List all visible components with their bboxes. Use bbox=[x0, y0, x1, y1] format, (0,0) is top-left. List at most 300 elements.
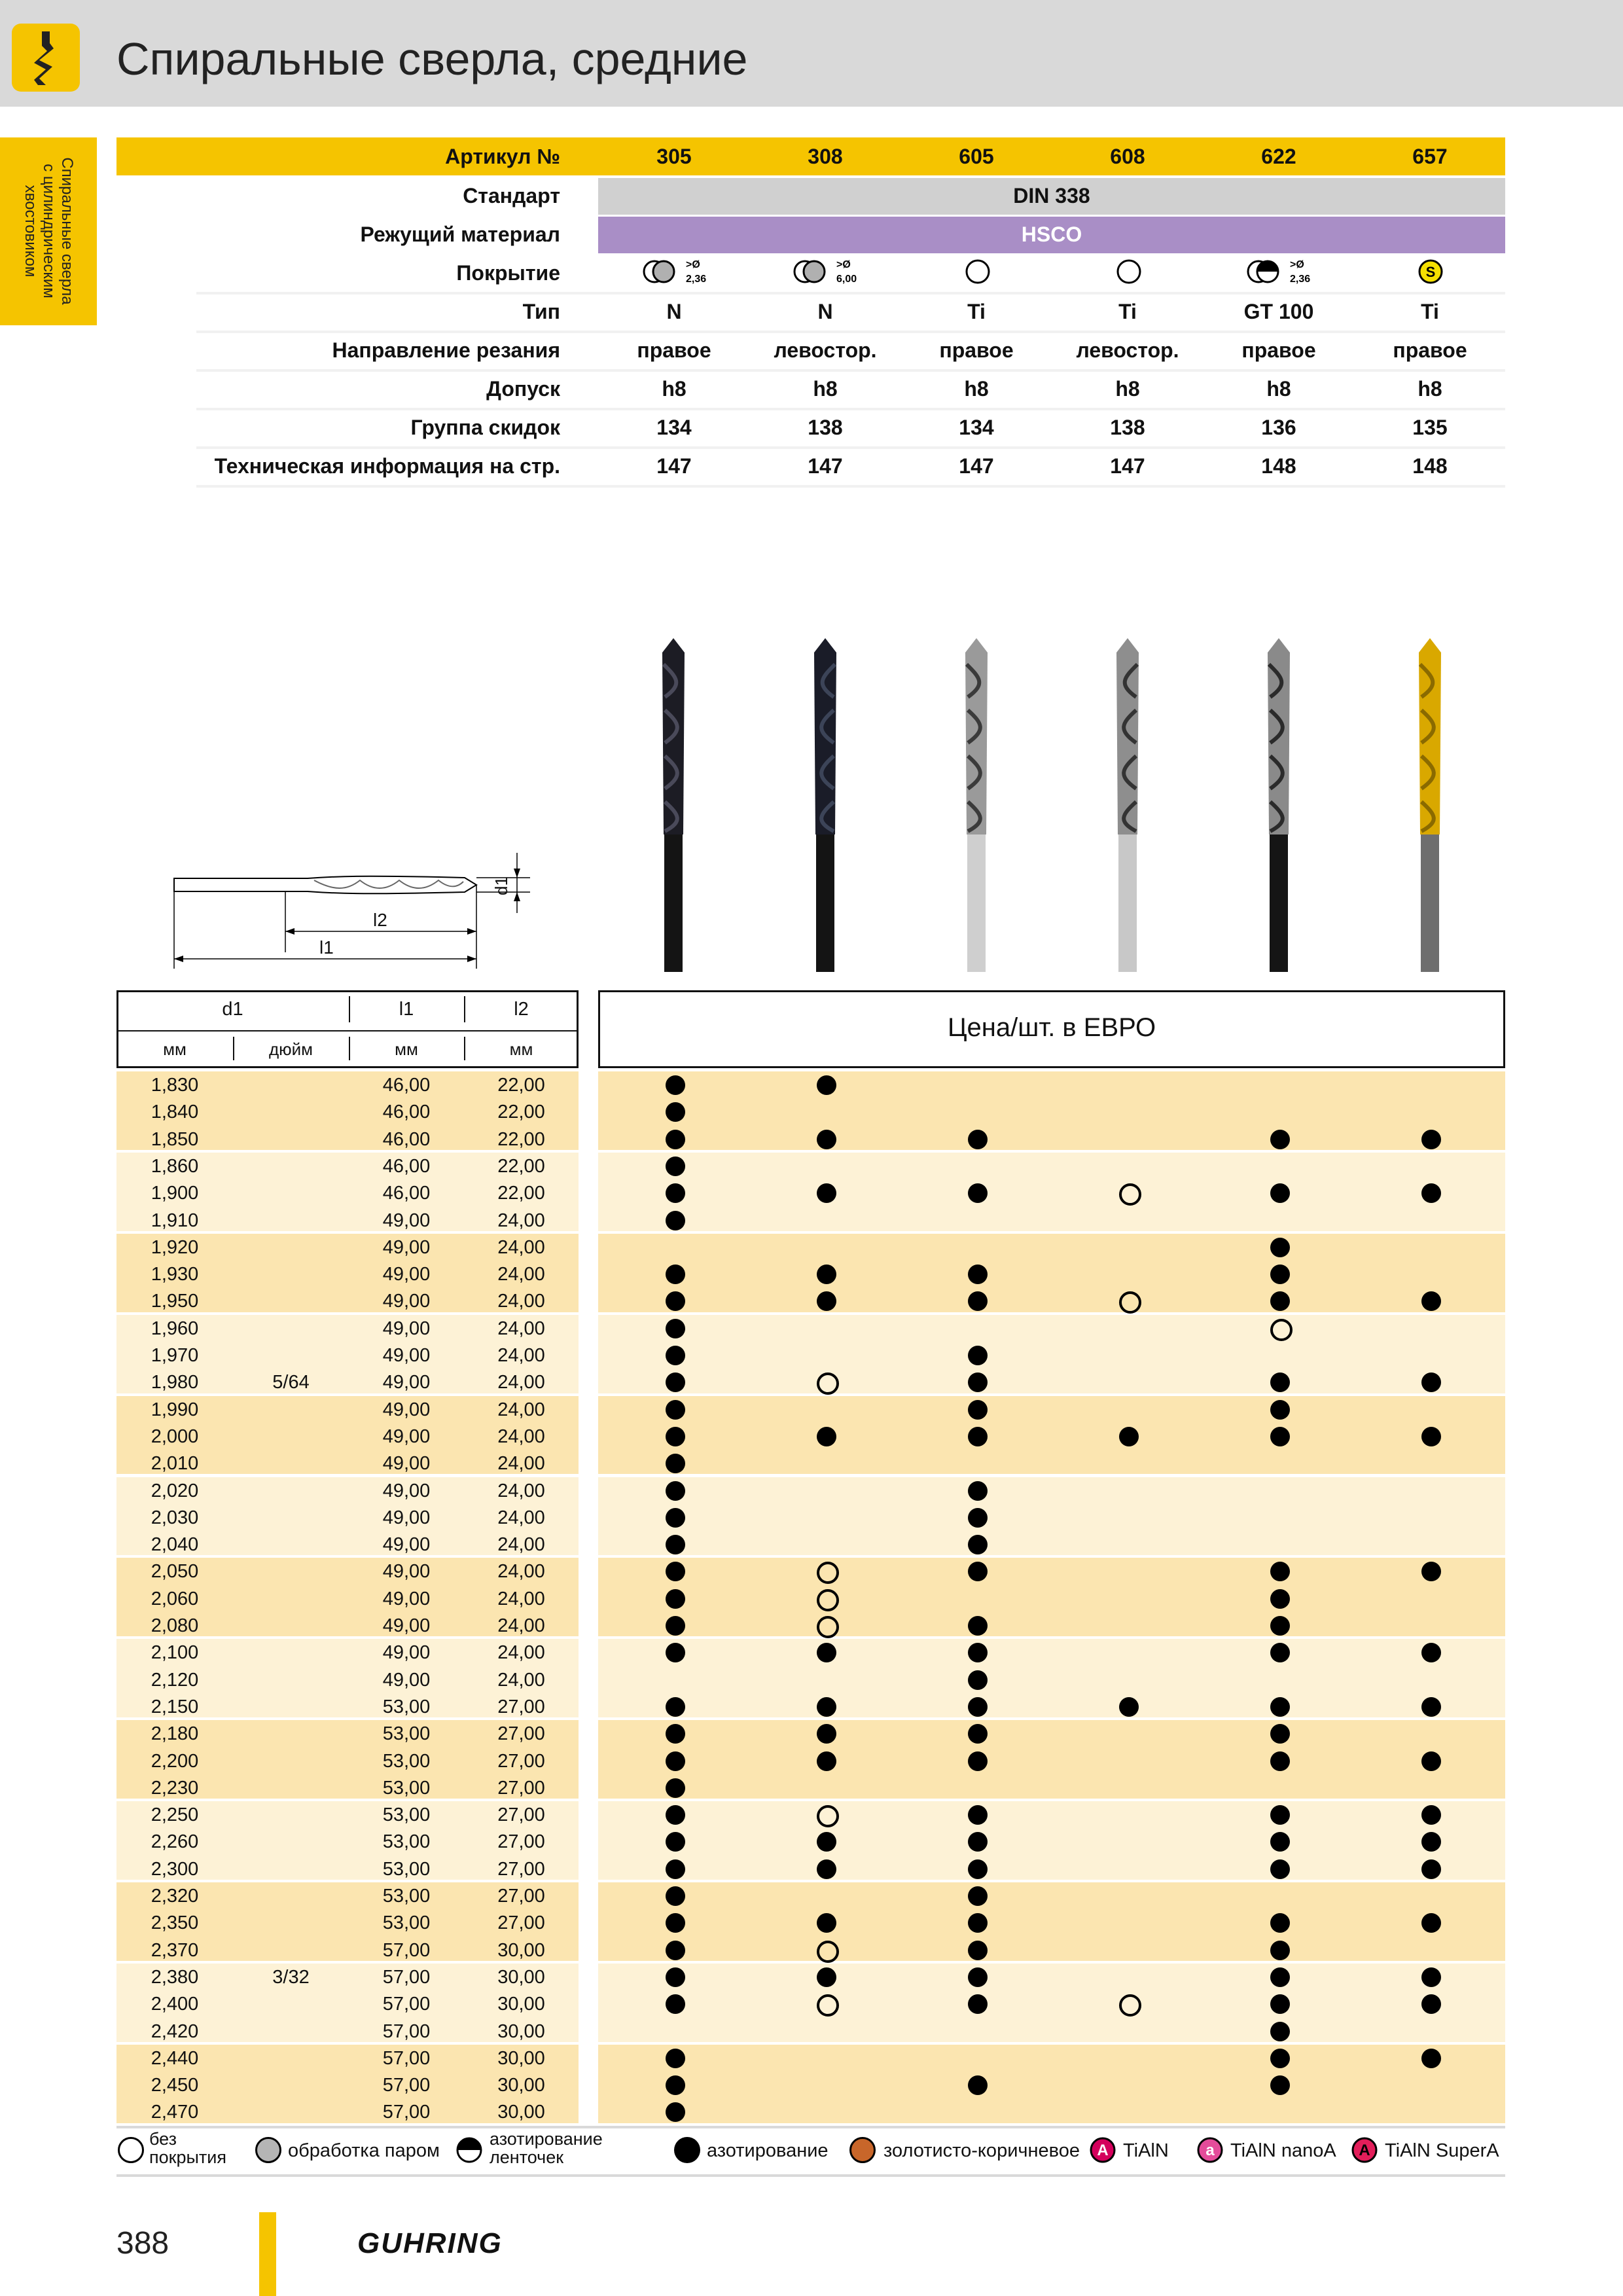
direction-value: левостор. bbox=[1076, 338, 1179, 362]
row-band bbox=[598, 1234, 1505, 1312]
available-dot bbox=[817, 1751, 836, 1771]
cell-l1: 49,00 bbox=[382, 1372, 431, 1393]
label-tolerance: Допуск bbox=[486, 377, 560, 401]
col-l1: l1 bbox=[399, 999, 414, 1020]
black-circle-icon bbox=[674, 2137, 700, 2163]
cell-l2: 27,00 bbox=[497, 1777, 545, 1799]
direction-value: левостор. bbox=[774, 338, 877, 362]
cell-l2: 24,00 bbox=[497, 1399, 545, 1420]
on-request-ring bbox=[817, 1994, 839, 2017]
label-material: Режущий материал bbox=[360, 223, 560, 246]
cell-l2: 24,00 bbox=[497, 1669, 545, 1691]
cell-l1: 53,00 bbox=[382, 1858, 431, 1880]
available-dot bbox=[1270, 1967, 1290, 1987]
cell-l1: 49,00 bbox=[382, 1291, 431, 1312]
cell-d1-mm: 1,900 bbox=[151, 1183, 199, 1204]
article-number: 657 bbox=[1412, 145, 1448, 168]
svg-text:A: A bbox=[1359, 2142, 1370, 2159]
cell-l1: 49,00 bbox=[382, 1507, 431, 1528]
direction-value: правое bbox=[939, 338, 1014, 362]
cell-d1-mm: 1,840 bbox=[151, 1102, 199, 1123]
cell-l2: 22,00 bbox=[497, 1102, 545, 1123]
cell-d1-mm: 2,150 bbox=[151, 1696, 199, 1717]
available-dot bbox=[666, 1589, 685, 1609]
cell-l1: 49,00 bbox=[382, 1561, 431, 1583]
row-divider bbox=[196, 331, 1505, 333]
cell-d1-mm: 1,960 bbox=[151, 1318, 199, 1339]
cell-l2: 30,00 bbox=[497, 1966, 545, 1988]
tech-page-value: 147 bbox=[656, 454, 692, 478]
cell-d1-inch: 5/64 bbox=[272, 1372, 310, 1393]
available-dot bbox=[666, 1427, 685, 1446]
cell-d1-mm: 2,470 bbox=[151, 2102, 199, 2123]
drill-image bbox=[1262, 638, 1295, 972]
label-direction: Направление резания bbox=[332, 338, 560, 362]
cell-l1: 49,00 bbox=[382, 1480, 431, 1501]
available-dot bbox=[968, 1967, 988, 1987]
drill-image bbox=[809, 638, 842, 972]
legend-label: TiAlN bbox=[1123, 2140, 1169, 2161]
svg-text:6,00: 6,00 bbox=[836, 274, 857, 285]
available-dot bbox=[968, 1751, 988, 1771]
drill-image bbox=[1111, 638, 1144, 972]
available-dot bbox=[817, 1967, 836, 1987]
cell-l1: 49,00 bbox=[382, 1615, 431, 1636]
available-dot bbox=[1421, 1697, 1441, 1717]
available-dot bbox=[968, 1616, 988, 1636]
tolerance-value: h8 bbox=[1266, 377, 1291, 401]
cell-l2: 24,00 bbox=[497, 1642, 545, 1664]
available-dot bbox=[1270, 1183, 1290, 1203]
unit-mm: мм bbox=[395, 1039, 418, 1059]
available-dot bbox=[666, 1778, 685, 1798]
cell-d1-mm: 2,420 bbox=[151, 2020, 199, 2042]
available-dot bbox=[1270, 1238, 1290, 1257]
cell-l2: 24,00 bbox=[497, 1345, 545, 1366]
available-dot bbox=[968, 1805, 988, 1825]
cell-l2: 27,00 bbox=[497, 1696, 545, 1717]
available-dot bbox=[666, 1535, 685, 1554]
cell-l1: 57,00 bbox=[382, 1939, 431, 1961]
on-request-ring bbox=[1270, 1319, 1293, 1341]
cell-l1: 57,00 bbox=[382, 2102, 431, 2123]
cell-d1-mm: 2,350 bbox=[151, 1912, 199, 1934]
drill-image bbox=[960, 638, 993, 972]
available-dot bbox=[666, 1508, 685, 1528]
available-dot bbox=[968, 1859, 988, 1879]
cell-l1: 57,00 bbox=[382, 1966, 431, 1988]
tech-page-value: 147 bbox=[1110, 454, 1145, 478]
available-dot bbox=[666, 2049, 685, 2068]
cell-l2: 24,00 bbox=[497, 1615, 545, 1636]
cell-l1: 49,00 bbox=[382, 1345, 431, 1366]
cell-l2: 27,00 bbox=[497, 1831, 545, 1853]
legend-label: золотисто-коричневое bbox=[883, 2140, 1080, 2161]
cell-l2: 24,00 bbox=[497, 1426, 545, 1447]
cell-l1: 49,00 bbox=[382, 1236, 431, 1258]
available-dot bbox=[666, 1994, 685, 2014]
cell-l2: 24,00 bbox=[497, 1534, 545, 1556]
label-standard: Стандарт bbox=[463, 184, 560, 207]
available-dot bbox=[817, 1724, 836, 1744]
svg-text:>Ø: >Ø bbox=[686, 259, 700, 270]
available-dot bbox=[1270, 1130, 1290, 1149]
available-dot bbox=[968, 1346, 988, 1365]
article-number: 622 bbox=[1261, 145, 1296, 168]
row-band bbox=[598, 1071, 1505, 1150]
available-dot bbox=[968, 2075, 988, 2095]
available-dot bbox=[817, 1427, 836, 1446]
row-band bbox=[598, 1801, 1505, 1880]
legend-label: азотирование bbox=[707, 2140, 829, 2161]
cell-l1: 49,00 bbox=[382, 1210, 431, 1231]
cell-d1-mm: 2,000 bbox=[151, 1426, 199, 1447]
a-circle-icon bbox=[1197, 2137, 1223, 2166]
cell-l2: 27,00 bbox=[497, 1912, 545, 1934]
discount-value: 138 bbox=[1110, 416, 1145, 439]
footer-accent bbox=[259, 2212, 276, 2296]
cell-d1-mm: 2,010 bbox=[151, 1453, 199, 1475]
on-request-ring bbox=[817, 1805, 839, 1827]
cell-l2: 24,00 bbox=[497, 1453, 545, 1475]
cell-l1: 46,00 bbox=[382, 1155, 431, 1177]
drill-bit-icon bbox=[12, 24, 80, 92]
cell-d1-mm: 2,120 bbox=[151, 1669, 199, 1691]
available-dot bbox=[1270, 1751, 1290, 1771]
cell-l2: 22,00 bbox=[497, 1075, 545, 1096]
cell-d1-mm: 1,990 bbox=[151, 1399, 199, 1420]
cell-l1: 49,00 bbox=[382, 1588, 431, 1609]
cell-d1-mm: 2,230 bbox=[151, 1777, 199, 1799]
page-number: 388 bbox=[116, 2226, 169, 2261]
cell-d1-inch: 3/32 bbox=[272, 1966, 310, 1988]
cell-l1: 49,00 bbox=[382, 1264, 431, 1285]
available-dot bbox=[968, 1265, 988, 1284]
l2-label: l2 bbox=[373, 910, 387, 930]
cell-d1-mm: 1,930 bbox=[151, 1264, 199, 1285]
available-dot bbox=[1270, 1589, 1290, 1609]
cell-l2: 22,00 bbox=[497, 1155, 545, 1177]
s-coating-icon bbox=[1418, 259, 1444, 288]
row-band bbox=[598, 1882, 1505, 1961]
row-divider bbox=[196, 408, 1505, 410]
cell-l2: 24,00 bbox=[497, 1561, 545, 1583]
brown-circle-icon bbox=[849, 2137, 876, 2163]
article-number: 305 bbox=[656, 145, 692, 168]
cell-l2: 27,00 bbox=[497, 1858, 545, 1880]
cell-l2: 22,00 bbox=[497, 1183, 545, 1204]
type-value: Ti bbox=[1421, 300, 1439, 323]
available-dot bbox=[1270, 1859, 1290, 1879]
steam-coating-icon bbox=[643, 259, 708, 292]
available-dot bbox=[666, 1805, 685, 1825]
available-dot bbox=[817, 1265, 836, 1284]
available-dot bbox=[666, 1157, 685, 1176]
cell-l1: 57,00 bbox=[382, 1994, 431, 2015]
row-divider bbox=[196, 292, 1505, 295]
cell-l2: 24,00 bbox=[497, 1372, 545, 1393]
on-request-ring bbox=[1119, 1994, 1141, 2017]
standard-value: DIN 338 bbox=[1013, 184, 1090, 207]
cell-l2: 24,00 bbox=[497, 1291, 545, 1312]
available-dot bbox=[666, 1454, 685, 1473]
available-dot bbox=[817, 1075, 836, 1095]
available-dot bbox=[968, 1886, 988, 1906]
cell-l1: 46,00 bbox=[382, 1128, 431, 1150]
cell-d1-mm: 2,180 bbox=[151, 1723, 199, 1745]
cell-l1: 53,00 bbox=[382, 1831, 431, 1853]
available-dot bbox=[968, 1535, 988, 1554]
cell-d1-mm: 1,830 bbox=[151, 1075, 199, 1096]
cell-l2: 24,00 bbox=[497, 1264, 545, 1285]
available-dot bbox=[1421, 1859, 1441, 1879]
label-tech-page: Техническая информация на стр. bbox=[214, 454, 560, 478]
available-dot bbox=[1421, 1967, 1441, 1987]
ring-icon bbox=[118, 2137, 144, 2163]
available-dot bbox=[968, 1941, 988, 1960]
cell-l2: 27,00 bbox=[497, 1804, 545, 1826]
available-dot bbox=[1119, 1697, 1139, 1717]
available-dot bbox=[1421, 1805, 1441, 1825]
cell-l1: 53,00 bbox=[382, 1912, 431, 1934]
row-divider bbox=[196, 369, 1505, 372]
cell-d1-mm: 2,370 bbox=[151, 1939, 199, 1961]
cell-l1: 49,00 bbox=[382, 1399, 431, 1420]
available-dot bbox=[1270, 1400, 1290, 1420]
available-dot bbox=[666, 1346, 685, 1365]
available-dot bbox=[666, 1183, 685, 1203]
cell-d1-mm: 1,910 bbox=[151, 1210, 199, 1231]
cell-d1-mm: 1,970 bbox=[151, 1345, 199, 1366]
direction-value: правое bbox=[1393, 338, 1467, 362]
cell-l1: 46,00 bbox=[382, 1075, 431, 1096]
tech-page-value: 148 bbox=[1261, 454, 1296, 478]
cell-d1-mm: 2,450 bbox=[151, 2075, 199, 2096]
steam-coating-icon bbox=[793, 259, 859, 292]
type-value: GT 100 bbox=[1243, 300, 1314, 323]
legend-label: без покрытия bbox=[149, 2129, 226, 2167]
available-dot bbox=[817, 1697, 836, 1717]
cell-l2: 27,00 bbox=[497, 1750, 545, 1772]
available-dot bbox=[1270, 2049, 1290, 2068]
legend-label: TiAlN nanoA bbox=[1230, 2140, 1336, 2161]
drill-dimension-diagram bbox=[164, 848, 543, 975]
on-request-ring bbox=[1119, 1183, 1141, 1206]
cell-l2: 22,00 bbox=[497, 1128, 545, 1150]
row-band bbox=[598, 1315, 1505, 1393]
cell-d1-mm: 2,050 bbox=[151, 1561, 199, 1583]
tech-page-value: 148 bbox=[1412, 454, 1448, 478]
available-dot bbox=[666, 1616, 685, 1636]
available-dot bbox=[1421, 1183, 1441, 1203]
A-circle-icon bbox=[1351, 2137, 1378, 2166]
cell-d1-mm: 2,100 bbox=[151, 1642, 199, 1664]
cell-l1: 49,00 bbox=[382, 1669, 431, 1691]
row-band bbox=[598, 1477, 1505, 1556]
available-dot bbox=[666, 1075, 685, 1095]
cell-l1: 57,00 bbox=[382, 2020, 431, 2042]
available-dot bbox=[1270, 2075, 1290, 2095]
cell-l1: 53,00 bbox=[382, 1777, 431, 1799]
cell-d1-mm: 1,920 bbox=[151, 1236, 199, 1258]
available-dot bbox=[666, 1859, 685, 1879]
cell-l2: 24,00 bbox=[497, 1507, 545, 1528]
discount-value: 136 bbox=[1261, 416, 1296, 439]
available-dot bbox=[1270, 1994, 1290, 2014]
unit-mm: мм bbox=[163, 1039, 187, 1059]
cell-d1-mm: 2,080 bbox=[151, 1615, 199, 1636]
tolerance-value: h8 bbox=[964, 377, 989, 401]
cell-d1-mm: 2,040 bbox=[151, 1534, 199, 1556]
price-header-label: Цена/шт. в ЕВРО bbox=[947, 1013, 1156, 1042]
cell-l2: 24,00 bbox=[497, 1588, 545, 1609]
cell-l1: 53,00 bbox=[382, 1886, 431, 1907]
row-band bbox=[598, 1964, 1505, 2042]
svg-text:S: S bbox=[1425, 264, 1436, 280]
available-dot bbox=[1270, 2022, 1290, 2041]
available-dot bbox=[1119, 1427, 1139, 1446]
cell-d1-mm: 1,850 bbox=[151, 1128, 199, 1150]
available-dot bbox=[1421, 2049, 1441, 2068]
grey-circle-icon bbox=[255, 2137, 281, 2163]
cell-l2: 27,00 bbox=[497, 1723, 545, 1745]
section-tab-label: Спиральные сверла с цилиндрическим хвостовиком bbox=[22, 157, 76, 305]
type-value: Ti bbox=[1118, 300, 1137, 323]
on-request-ring bbox=[817, 1941, 839, 1963]
available-dot bbox=[817, 1183, 836, 1203]
available-dot bbox=[968, 1183, 988, 1203]
uncoated-icon bbox=[1116, 259, 1142, 288]
available-dot bbox=[666, 1724, 685, 1744]
material-value: HSCO bbox=[1021, 223, 1082, 246]
row-band bbox=[598, 1639, 1505, 1717]
on-request-ring bbox=[817, 1589, 839, 1611]
type-value: N bbox=[666, 300, 682, 323]
available-dot bbox=[1270, 1724, 1290, 1744]
available-dot bbox=[1270, 1697, 1290, 1717]
cell-l1: 53,00 bbox=[382, 1723, 431, 1745]
tolerance-value: h8 bbox=[1418, 377, 1442, 401]
tech-page-value: 147 bbox=[959, 454, 994, 478]
available-dot bbox=[666, 1481, 685, 1501]
cell-l1: 49,00 bbox=[382, 1534, 431, 1556]
available-dot bbox=[1421, 1994, 1441, 2014]
article-number: 608 bbox=[1110, 145, 1145, 168]
row-band bbox=[598, 1558, 1505, 1636]
uncoated-icon bbox=[965, 259, 991, 288]
svg-text:>Ø: >Ø bbox=[1290, 259, 1304, 270]
available-dot bbox=[1270, 1616, 1290, 1636]
legend-label: азотирование ленточек bbox=[490, 2129, 603, 2167]
unit-inch: дюйм bbox=[268, 1039, 313, 1059]
page-title: Спиральные сверла, средние bbox=[116, 33, 748, 84]
type-value: Ti bbox=[967, 300, 986, 323]
available-dot bbox=[1270, 1265, 1290, 1284]
cell-d1-mm: 2,440 bbox=[151, 2047, 199, 2069]
tolerance-value: h8 bbox=[1115, 377, 1140, 401]
cell-l2: 24,00 bbox=[497, 1318, 545, 1339]
cell-d1-mm: 1,860 bbox=[151, 1155, 199, 1177]
available-dot bbox=[1421, 1751, 1441, 1771]
svg-text:2,36: 2,36 bbox=[686, 274, 707, 285]
available-dot bbox=[666, 1941, 685, 1960]
svg-text:>Ø: >Ø bbox=[836, 259, 851, 270]
cell-l1: 57,00 bbox=[382, 2075, 431, 2096]
available-dot bbox=[1270, 1427, 1290, 1446]
cell-l1: 53,00 bbox=[382, 1696, 431, 1717]
available-dot bbox=[968, 1670, 988, 1690]
cell-l1: 46,00 bbox=[382, 1183, 431, 1204]
drill-image bbox=[657, 638, 690, 972]
cell-l1: 57,00 bbox=[382, 2047, 431, 2069]
available-dot bbox=[666, 2075, 685, 2095]
available-dot bbox=[666, 1400, 685, 1420]
tech-page-value: 147 bbox=[808, 454, 843, 478]
cell-l1: 46,00 bbox=[382, 1102, 431, 1123]
cell-d1-mm: 2,300 bbox=[151, 1858, 199, 1880]
discount-value: 134 bbox=[959, 416, 994, 439]
cell-l2: 24,00 bbox=[497, 1236, 545, 1258]
label-coating: Покрытие bbox=[456, 261, 560, 285]
type-value: N bbox=[817, 300, 833, 323]
A-circle-icon bbox=[1090, 2137, 1116, 2166]
available-dot bbox=[968, 1427, 988, 1446]
row-divider bbox=[196, 485, 1505, 488]
cell-l1: 49,00 bbox=[382, 1642, 431, 1664]
cell-l2: 30,00 bbox=[497, 1939, 545, 1961]
cell-d1-mm: 2,250 bbox=[151, 1804, 199, 1826]
legend-label: обработка паром bbox=[288, 2140, 440, 2161]
available-dot bbox=[1270, 1805, 1290, 1825]
svg-text:a: a bbox=[1205, 2142, 1215, 2159]
unit-mm: мм bbox=[509, 1039, 533, 1059]
available-dot bbox=[968, 1481, 988, 1501]
col-d1: d1 bbox=[222, 999, 243, 1020]
legend-label: TiAlN SuperA bbox=[1385, 2140, 1499, 2161]
cell-d1-mm: 1,950 bbox=[151, 1291, 199, 1312]
cell-l2: 24,00 bbox=[497, 1480, 545, 1501]
cell-l1: 53,00 bbox=[382, 1804, 431, 1826]
cell-l2: 30,00 bbox=[497, 2102, 545, 2123]
available-dot bbox=[666, 1319, 685, 1338]
cell-d1-mm: 2,020 bbox=[151, 1480, 199, 1501]
available-dot bbox=[666, 1130, 685, 1149]
label-discount: Группа скидок bbox=[410, 416, 560, 439]
row-band bbox=[598, 1720, 1505, 1799]
available-dot bbox=[666, 1886, 685, 1906]
available-dot bbox=[666, 1751, 685, 1771]
cell-l2: 30,00 bbox=[497, 2047, 545, 2069]
discount-value: 134 bbox=[656, 416, 692, 439]
cell-l1: 49,00 bbox=[382, 1318, 431, 1339]
discount-value: 135 bbox=[1412, 416, 1448, 439]
label-type: Тип bbox=[522, 300, 560, 323]
article-number: 605 bbox=[959, 145, 994, 168]
cell-d1-mm: 2,030 bbox=[151, 1507, 199, 1528]
available-dot bbox=[968, 1400, 988, 1420]
available-dot bbox=[1421, 1427, 1441, 1446]
available-dot bbox=[968, 1724, 988, 1744]
cell-l2: 24,00 bbox=[497, 1210, 545, 1231]
direction-value: правое bbox=[1241, 338, 1316, 362]
row-band bbox=[598, 1396, 1505, 1475]
row-band bbox=[598, 1153, 1505, 1231]
cell-d1-mm: 2,320 bbox=[151, 1886, 199, 1907]
available-dot bbox=[666, 1967, 685, 1987]
cell-l1: 49,00 bbox=[382, 1453, 431, 1475]
cell-l1: 49,00 bbox=[382, 1426, 431, 1447]
svg-text:2,36: 2,36 bbox=[1290, 274, 1311, 285]
